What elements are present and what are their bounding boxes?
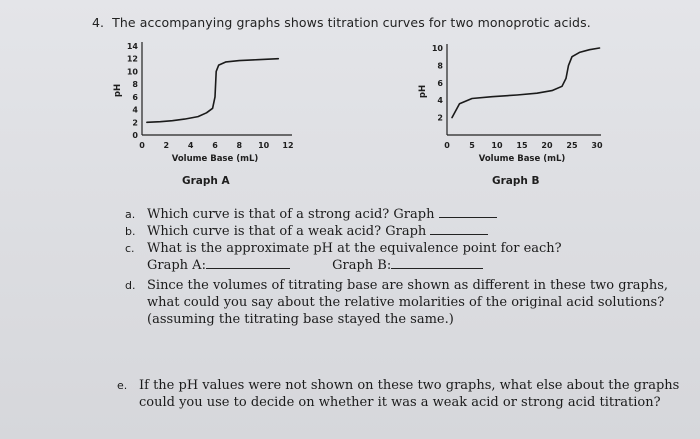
subquestion-d (125, 277, 668, 294)
subquestion-c-answers (147, 257, 483, 274)
subquestion-b (125, 223, 488, 240)
answer-blank-a[interactable] (439, 206, 497, 218)
graph-a-caption: Graph A (182, 175, 230, 187)
graph-a-x-tick-label: 10 (258, 141, 270, 150)
answer-blank-c-graph-b[interactable] (391, 257, 483, 269)
graph-b-x-tick-label: 30 (591, 141, 603, 150)
graph-b-x-axis-title: Volume Base (mL) (478, 154, 566, 164)
graph-b-x-tick-label: 10 (491, 141, 503, 150)
subquestion-d-line-2: what could you say about the relative molarities of the original acid solutions? (147, 295, 665, 310)
graph-a-x-tick-label: 2 (163, 141, 170, 150)
answer-blank-b[interactable] (430, 223, 488, 235)
graph-b-x-tick-label: 15 (516, 141, 528, 150)
graph-b-x-tick-label: 0 (444, 141, 450, 150)
subquestion-e-line-2: could you use to decide on whether it was a weak acid or strong acid titration? (139, 395, 661, 410)
graph-a-label: Graph A: (147, 258, 206, 273)
graph-b-y-tick-label: 8 (437, 61, 443, 71)
graph-b-x-tick-label: 5 (469, 141, 475, 150)
graph-a-y-axis-title: pH (113, 83, 123, 98)
subquestion-a (125, 206, 497, 223)
graph-a-y-tick-label: 0 (132, 131, 138, 140)
subquestion-d-line-3: (assuming the titrating base stayed the same.) (147, 312, 454, 327)
graph-b-caption: Graph B (492, 175, 540, 187)
graph-a-y-tick-label: 2 (132, 118, 138, 128)
graph-a-x-tick-label: 6 (212, 141, 218, 150)
graph-b-titration-curve (452, 48, 600, 118)
graph-a-y-tick-label: 4 (132, 105, 138, 115)
subquestion-c-text: What is the approximate pH at the equivalence point for each? (147, 241, 562, 256)
subquestion-c (125, 240, 562, 257)
answer-blank-c-graph-a[interactable] (206, 257, 290, 269)
graph-b-label: Graph B: (332, 258, 392, 273)
graph-a-chart (100, 36, 320, 166)
graph-a-y-tick-label: 12 (126, 54, 138, 64)
graph-b-y-tick-label: 6 (437, 78, 443, 88)
subquestion-d-line-3-row (147, 311, 454, 328)
graph-b-y-tick-label: 2 (437, 113, 443, 123)
graph-b-chart (405, 36, 625, 166)
subquestion-e-letter: e. (117, 379, 128, 392)
graph-a-titration-curve (147, 59, 278, 123)
subquestion-d-line-2-row (147, 294, 664, 311)
subquestion-a-text: Which curve is that of a strong acid? Graph (147, 207, 435, 222)
subquestion-d-line-1: Since the volumes of titrating base are shown as different in these two graphs, (147, 278, 669, 293)
graph-a-x-tick-label: 4 (187, 141, 194, 150)
subquestion-b-text: Which curve is that of a weak acid? Graph (147, 224, 427, 239)
graph-b-x-tick-label: 25 (566, 141, 578, 150)
subquestion-d-letter: d. (125, 279, 136, 292)
graph-a-y-tick-label: 10 (126, 67, 138, 77)
question-title (92, 15, 591, 30)
graph-a-y-tick-label: 8 (132, 80, 138, 90)
question-number: 4. (92, 15, 105, 30)
subquestion-c-letter: c. (125, 242, 135, 255)
graph-b-y-tick-label: 10 (431, 44, 443, 53)
subquestion-a-letter: a. (125, 208, 136, 221)
graph-a-x-axis-title: Volume Base (mL) (171, 154, 259, 164)
graph-a-y-tick-label: 14 (126, 42, 138, 51)
question-text: The accompanying graphs shows titration curves for two monoprotic acids. (112, 15, 591, 30)
subquestion-b-letter: b. (125, 225, 136, 238)
graph-a-y-tick-label: 6 (132, 92, 138, 102)
graph-a-x-tick-label: 8 (236, 141, 243, 150)
graph-a-x-tick-label: 0 (139, 141, 145, 150)
graph-b-y-axis-title: pH (418, 84, 428, 99)
subquestion-e-line-1: If the pH values were not shown on these two graphs, what else about the graphs (139, 378, 680, 393)
graph-b-y-tick-label: 4 (437, 96, 443, 106)
graph-a-x-tick-label: 12 (282, 141, 294, 150)
graph-b-x-tick-label: 20 (541, 141, 553, 150)
subquestion-e (117, 377, 679, 394)
subquestion-e-line-2-row (139, 394, 661, 411)
